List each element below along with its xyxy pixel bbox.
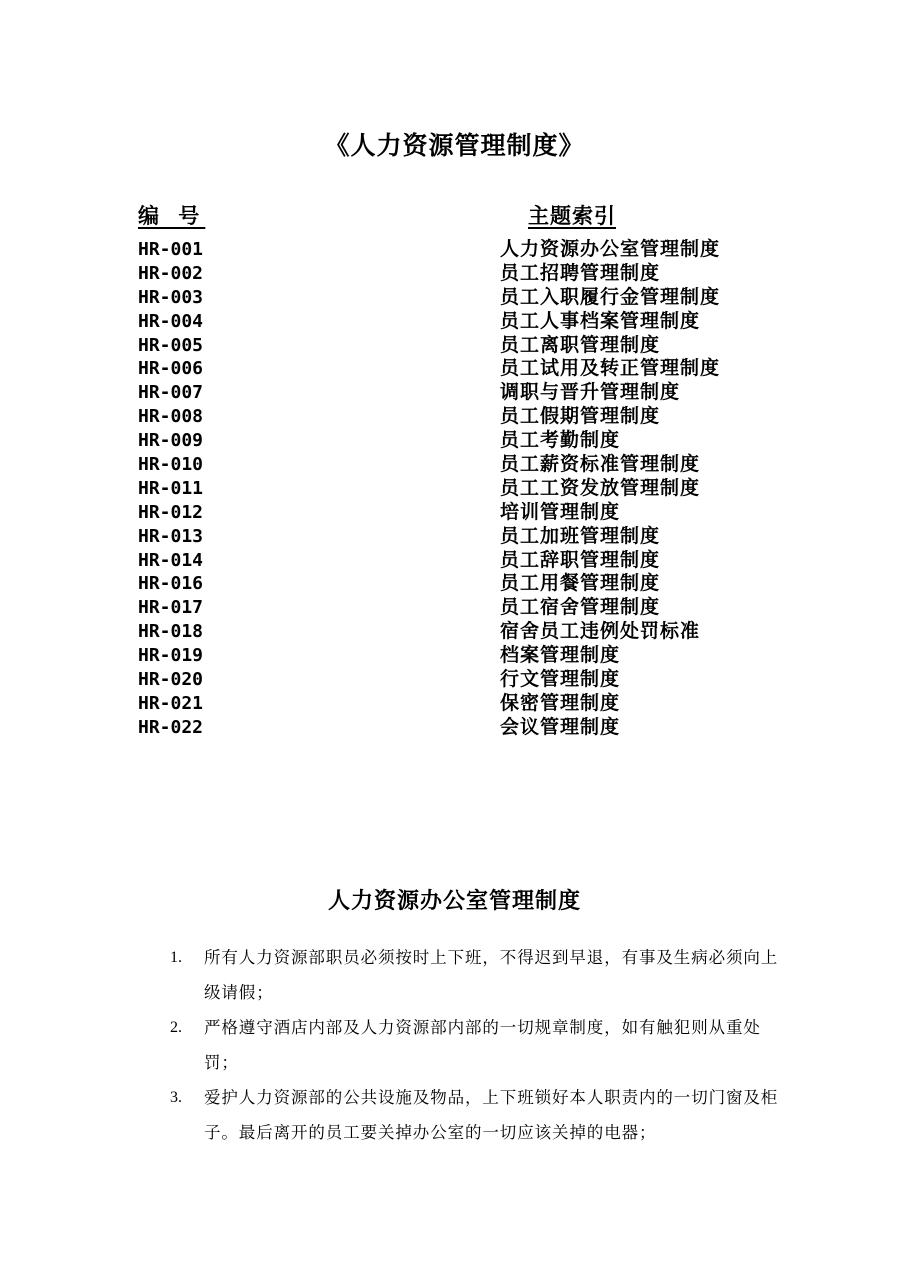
rule-item (170, 1010, 780, 1080)
index-topic: 员工招聘管理制度 (500, 261, 661, 284)
index-topic: 档案管理制度 (500, 644, 621, 667)
index-topic: 员工人事档案管理制度 (500, 309, 701, 332)
index-topic: 宿舍员工违例处罚标准 (500, 620, 701, 643)
index-topic: 保密管理制度 (500, 691, 621, 714)
rule-item (170, 1080, 780, 1150)
rule-number: 3. (170, 1089, 182, 1106)
index-topic: 员工入职履行金管理制度 (500, 285, 721, 308)
index-code: HR-013 (138, 525, 204, 547)
index-row (0, 668, 909, 692)
index-topic: 员工薪资标准管理制度 (500, 453, 701, 476)
index-row (0, 357, 909, 381)
index-code: HR-016 (138, 573, 204, 595)
index-topic: 员工宿舍管理制度 (500, 596, 661, 619)
index-row (0, 692, 909, 716)
index-topic: 员工考勤制度 (500, 429, 621, 452)
index-header (0, 200, 909, 230)
index-code: HR-001 (138, 239, 204, 260)
index-row (0, 286, 909, 310)
index-code: HR-009 (138, 430, 204, 452)
index-row (0, 644, 909, 668)
index-topic: 行文管理制度 (500, 668, 621, 691)
index-code: HR-010 (138, 454, 204, 476)
index-row (0, 501, 909, 525)
index-row (0, 262, 909, 286)
index-topic: 员工加班管理制度 (500, 524, 661, 547)
index-code: HR-007 (138, 382, 204, 404)
index-topic: 员工离职管理制度 (500, 333, 661, 356)
index-topic: 培训管理制度 (500, 500, 621, 523)
index-list (0, 238, 909, 740)
index-code: HR-017 (138, 597, 204, 619)
index-topic: 调职与晋升管理制度 (500, 381, 681, 404)
index-code: HR-006 (138, 358, 204, 380)
index-code: HR-012 (138, 501, 204, 523)
index-row (0, 381, 909, 405)
index-code: HR-004 (138, 310, 204, 332)
index-topic: 员工工资发放管理制度 (500, 476, 701, 499)
index-row (0, 525, 909, 549)
index-topic: 会议管理制度 (500, 715, 621, 738)
topic-column-header: 主题索引 (528, 203, 616, 228)
rule-text: 严格遵守酒店内部及人力资源部内部的一切规章制度，如有触犯则从重处罚； (204, 1018, 761, 1072)
index-row (0, 716, 909, 740)
index-code: HR-020 (138, 669, 204, 691)
index-row (0, 549, 909, 573)
index-row (0, 405, 909, 429)
index-code: HR-019 (138, 645, 204, 667)
index-code: HR-021 (138, 692, 204, 714)
rule-text: 爱护人力资源部的公共设施及物品，上下班锁好本人职责内的一切门窗及柜子。最后离开的员工要关掉办公室的一切应该关掉的电器； (204, 1088, 779, 1142)
index-row (0, 238, 909, 262)
index-code: HR-014 (138, 549, 204, 571)
rules-list (170, 940, 780, 1150)
index-code: HR-002 (138, 262, 204, 284)
rule-number: 2. (170, 1019, 182, 1036)
index-row (0, 453, 909, 477)
index-row (0, 620, 909, 644)
index-row (0, 477, 909, 501)
section-title: 人力资源办公室管理制度 (327, 888, 581, 914)
code-column-header: 编 号 (138, 203, 206, 228)
index-row (0, 596, 909, 620)
index-row (0, 429, 909, 453)
rule-item (170, 940, 780, 1010)
index-topic: 员工试用及转正管理制度 (500, 357, 721, 380)
index-row (0, 572, 909, 596)
index-topic: 员工假期管理制度 (500, 405, 661, 428)
rule-text: 所有人力资源部职员必须按时上下班，不得迟到早退，有事及生病必须向上级请假； (204, 948, 779, 1002)
index-code: HR-008 (138, 406, 204, 428)
index-topic: 员工用餐管理制度 (500, 572, 661, 595)
index-code: HR-018 (138, 621, 204, 643)
index-code: HR-003 (138, 286, 204, 308)
index-row (0, 334, 909, 358)
index-code: HR-005 (138, 334, 204, 356)
index-code: HR-011 (138, 477, 204, 499)
document-title: 《人力资源管理制度》 (324, 131, 585, 160)
index-row (0, 310, 909, 334)
rule-number: 1. (170, 949, 182, 966)
index-topic: 员工辞职管理制度 (500, 548, 661, 571)
index-code: HR-022 (138, 716, 204, 738)
index-topic: 人力资源办公室管理制度 (500, 238, 721, 260)
